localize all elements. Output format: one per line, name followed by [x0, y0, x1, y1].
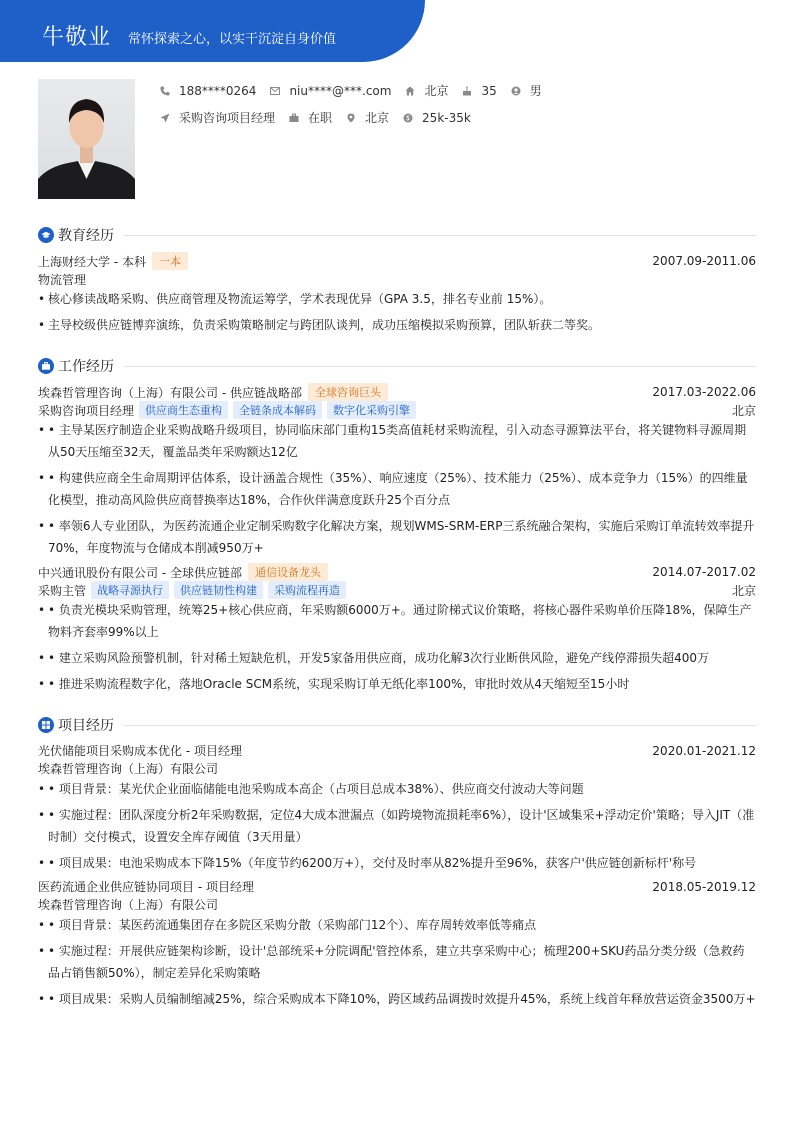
home-icon	[405, 86, 415, 96]
work-1-bullet: • • 率领6人专业团队，为医药流通企业定制采购数字化解决方案，规划WMS-SRM-ERP三系统融合架构，实施后采购订单流转效率提升70%，年度物流与仓储成本削减950万+	[38, 515, 756, 559]
project-1-period: 2020.01-2021.12	[652, 743, 756, 758]
project-2-bullet: • • 项目成果：采购人员编制缩减25%，综合采购成本下降10%，跨区域药品调拨时效提升45%，系统上线首年释放营运资金3500万+	[38, 988, 756, 1010]
briefcase-icon	[38, 358, 54, 374]
graduation-cap-icon	[38, 227, 54, 243]
expected-city-item	[346, 109, 389, 126]
project-1-bullet: • • 项目成果：电池采购成本下降15%（年度节约6200万+），交付及时率从82%提升至96%，获客户'供应链创新标杆'称号	[38, 852, 756, 874]
work-2-tag: 战略寻源执行	[91, 581, 169, 599]
project-2-company-row	[38, 896, 756, 913]
work-2-header	[38, 563, 756, 581]
work-2-location: 北京	[731, 583, 756, 598]
education-tag: 一本	[152, 252, 188, 270]
project-1-title: 光伏储能项目采购成本优化 - 项目经理	[38, 744, 242, 758]
money-icon	[403, 113, 413, 123]
grid-icon	[38, 717, 54, 733]
work-1-location: 北京	[731, 403, 756, 418]
gender-icon	[511, 86, 521, 96]
section-project	[38, 715, 756, 735]
work-2-role-row	[38, 581, 756, 599]
section-work	[38, 356, 756, 376]
work-2-bullet: • • 推进采购流程数字化，落地Oracle SCM系统，实现采购订单无纸化率100%，审批时效从4天缩短至15小时	[38, 673, 756, 695]
phone-icon	[160, 86, 170, 96]
education-major-row	[38, 271, 756, 288]
contact-row-1	[160, 82, 556, 99]
work-1-period: 2017.03-2022.06	[652, 385, 756, 399]
project-2-period: 2018.05-2019.12	[652, 879, 756, 894]
section-work-title: 工作经历	[58, 359, 114, 375]
education-school: 上海财经大学 - 本科	[38, 254, 146, 269]
gender-text: 男	[529, 84, 542, 98]
send-icon	[160, 113, 170, 123]
section-project-title: 项目经历	[58, 718, 114, 734]
work-1-tag: 数字化采购引擎	[327, 401, 416, 419]
project-2-company: 埃森哲管理咨询（上海）有限公司	[38, 898, 219, 912]
contact-row-2	[160, 109, 485, 126]
work-1-company-tag: 全球咨询巨头	[308, 383, 388, 401]
education-bullet: • 主导校级供应链博弈演练，负责采购策略制定与跨团队谈判，成功压缩模拟采购预算，团队斩获二等奖。	[38, 314, 756, 336]
work-1-bullet: • • 构建供应商全生命周期评估体系，设计涵盖合规性（35%）、响应速度（25%）、技术能力（25%）、成本竞争力（15%）的四维量化模型，推动高风险供应商替换率达18%，合作伙伴满意度跃升25个百分点	[38, 467, 756, 511]
work-1-company: 埃森哲管理咨询（上海）有限公司 - 供应链战略部	[38, 385, 302, 400]
candidate-slogan: 常怀探索之心，以实干沉淀自身价值	[128, 32, 337, 47]
project-1-company-row	[38, 760, 756, 777]
work-2-tag: 采购流程再造	[268, 581, 346, 599]
project-2-header	[38, 878, 756, 895]
work-2-bullet: • • 负责光模块采购管理，统筹25+核心供应商，年采购额6000万+。通过阶梯式议价策略，将核心器件采购单价压降18%，保障生产物料齐套率99%以上	[38, 599, 756, 643]
work-1-bullet: • • 主导某医疗制造企业采购战略升级项目，协同临床部门重构15类高值耗材采购流程，引入动态寻源算法平台，将关键物料寻源周期从50天压缩至32天，覆盖品类年采购额达12亿	[38, 419, 756, 463]
cake-icon	[462, 86, 472, 96]
section-divider	[124, 366, 756, 367]
work-1-tag: 供应商生态重构	[139, 401, 228, 419]
section-education-title: 教育经历	[58, 228, 114, 244]
city-text: 北京	[424, 84, 449, 98]
gender-item	[511, 82, 542, 99]
work-2-role: 采购主管	[38, 583, 87, 598]
section-education	[38, 225, 756, 245]
section-divider	[124, 725, 756, 726]
email-item	[270, 84, 391, 98]
education-header	[38, 252, 756, 270]
location-pin-icon	[346, 113, 356, 123]
section-divider	[124, 235, 756, 236]
education-period: 2007.09-2011.06	[652, 254, 756, 268]
project-1-company: 埃森哲管理咨询（上海）有限公司	[38, 762, 219, 776]
work-2-company: 中兴通讯股份有限公司 - 全球供应链部	[38, 565, 242, 580]
project-2-bullet: • • 实施过程：开展供应链架构诊断，设计'总部统采+分院调配'管控体系，建立共享采购中心；梳理200+SKU药品分类分级（急救药品占销售额50%），制定差异化采购策略	[38, 940, 756, 984]
work-1-header	[38, 383, 756, 401]
city-item	[405, 82, 448, 99]
project-2-title: 医药流通企业供应链协同项目 - 项目经理	[38, 880, 254, 894]
project-1-bullet: • • 项目背景：某光伏企业面临储能电池采购成本高企（占项目总成本38%）、供应商交付波动大等问题	[38, 778, 756, 800]
education-bullet: • 核心修读战略采购、供应商管理及物流运筹学，学术表现优异（GPA 3.5，排名专业前 15%）。	[38, 288, 756, 310]
work-2-bullet: • • 建立采购风险预警机制，针对稀土短缺危机，开发5家备用供应商，成功化解3次行业断供风险，避免产线停滞损失超400万	[38, 647, 756, 669]
email-text: niu****@***.com	[289, 83, 392, 98]
work-2-company-tag: 通信设备龙头	[248, 563, 328, 581]
age-text: 35	[481, 83, 497, 98]
briefcase-icon	[289, 113, 299, 123]
project-1-header	[38, 742, 756, 759]
work-2-period: 2014.07-2017.02	[652, 565, 756, 579]
position-text: 采购咨询项目经理	[179, 111, 276, 125]
age-item	[462, 84, 496, 98]
status-item	[289, 109, 332, 126]
phone-text: 188****0264	[179, 83, 257, 98]
education-major: 物流管理	[38, 273, 87, 287]
expected-city-text: 北京	[365, 111, 390, 125]
mail-icon	[270, 86, 280, 96]
work-1-role-row	[38, 401, 756, 419]
work-1-tag: 全链条成本解码	[233, 401, 322, 419]
project-1-bullet: • • 实施过程：团队深度分析2年采购数据，定位4大成本泄漏点（如跨境物流损耗率6%），设计'区域集采+浮动定价'策略；导入JIT（准时制）交付模式，设置安全库存阈值（3天用量）	[38, 804, 756, 848]
avatar	[38, 79, 135, 199]
phone-item	[160, 84, 256, 98]
project-2-bullet: • • 项目背景：某医药流通集团存在多院区采购分散（采购部门12个）、库存周转效率低等痛点	[38, 914, 756, 936]
salary-text: 25k-35k	[422, 110, 471, 125]
position-item	[160, 109, 275, 126]
work-2-tag: 供应链韧性构建	[174, 581, 263, 599]
work-1-role: 采购咨询项目经理	[38, 403, 135, 418]
candidate-name: 牛敬业	[42, 25, 112, 50]
salary-item	[403, 111, 471, 125]
status-text: 在职	[308, 111, 333, 125]
